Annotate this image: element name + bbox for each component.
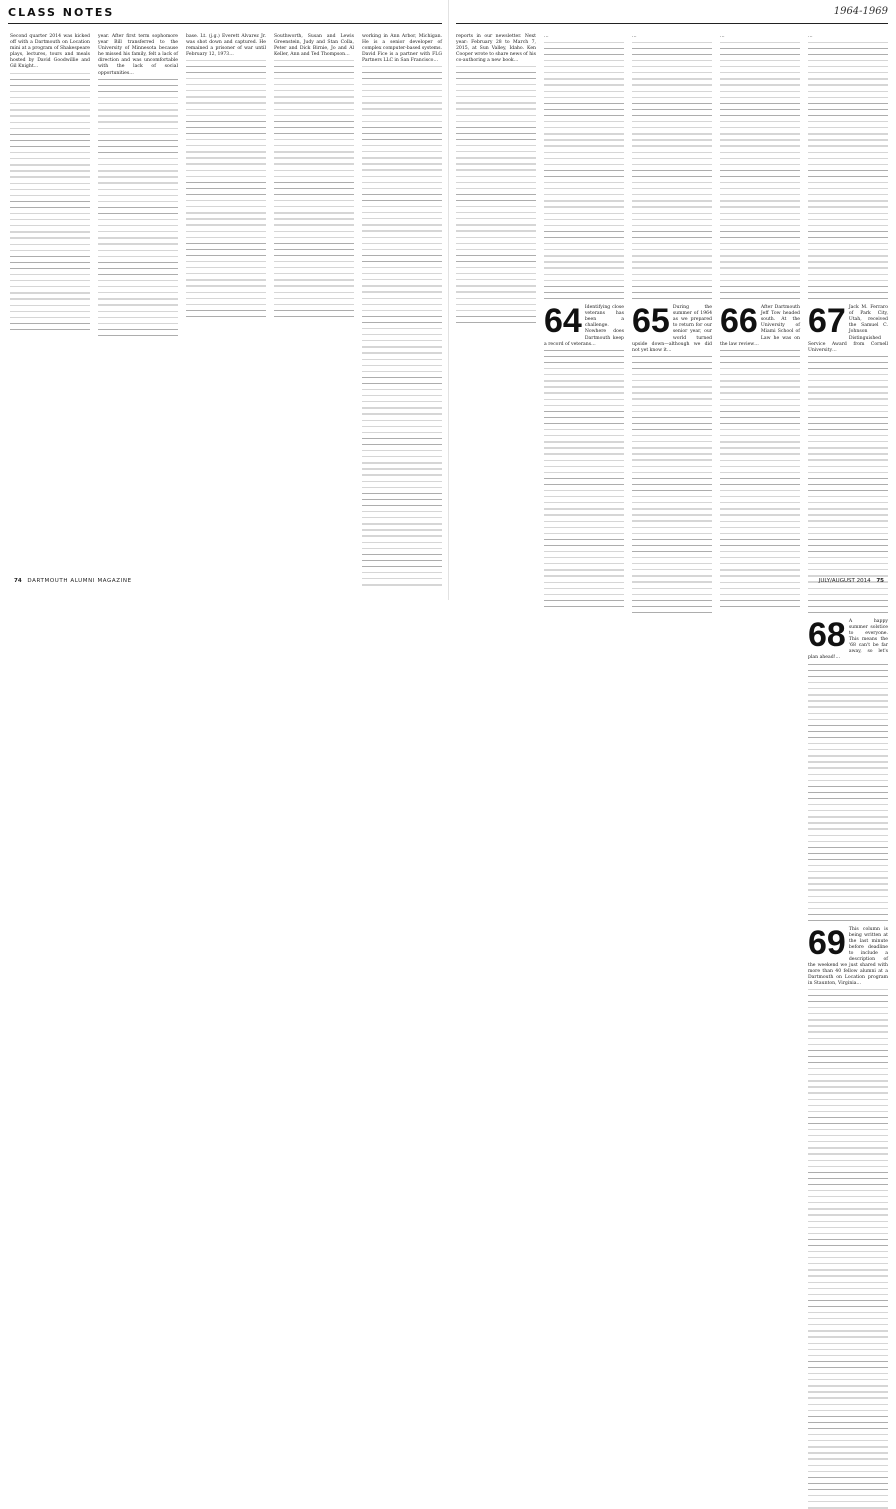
running-header-left [8, 2, 442, 24]
class-number-67: 67 [808, 306, 846, 336]
footer-left [10, 578, 430, 590]
class-intro: Identifying close veterans has been a challenge. Nowhere does Dartmouth keep a record of veterans… [544, 305, 624, 610]
column-paragraph: … [632, 34, 712, 302]
magazine-spread [0, 0, 896, 600]
text-column-5 [362, 34, 442, 574]
text-column-3 [186, 34, 266, 574]
column-paragraph: … [544, 34, 624, 302]
class-number-69: 69 [808, 928, 846, 958]
header-rule-right [456, 23, 888, 24]
running-header-right [456, 2, 888, 24]
text-column-1 [10, 34, 90, 574]
header-rule-left [8, 23, 442, 24]
column-paragraph: … [808, 34, 888, 302]
class-intro: After Dartmouth Jeff Tow headed south. At the University of Miami School of Law he was on the law review… [720, 305, 800, 610]
text-column-2 [98, 34, 178, 574]
magazine-name: DARTMOUTH ALUMNI MAGAZINE [27, 578, 131, 584]
column-paragraph: base. Lt. (j.g.) Everett Alvarez Jr. was shot down and captured. He remained a prisoner of war until February 12, 1973… [186, 34, 266, 320]
column-paragraph: year. After first term sophomore year Bill transferred to the University of Minnesota because he missed his family, felt a lack of direction and was uncomfortable with the lack of social opportunities… [98, 34, 178, 339]
text-column-7 [544, 34, 624, 574]
class-intro: During the summer of 1964 as we prepared to return for our senior year, our world turned upside down—although we did not yet know it… [632, 305, 712, 616]
column-paragraph: Second quarter 2014 was kicked off with a Dartmouth on Location mini at a program of Shakespeare plays, lectures, tours and meals hosted by David Goodwillie and Gil Knight… [10, 34, 90, 333]
class-number-65: 65 [632, 306, 670, 336]
page-number-left: 74 [14, 578, 22, 584]
class-number-64: 64 [544, 306, 582, 336]
footer-right [456, 578, 888, 590]
class-intro: Jack M. Ferraro of Park City, Utah, received the Samuel C. Johnson Distinguished Service Award from Cornell University… [808, 305, 888, 616]
column-paragraph: working in Ann Arbor, Michigan. He is a senior developer of complex computer-based systems. David Fice is a partner with FLG Partners LLC in San Francisco… [362, 34, 442, 586]
class-intro: A happy summer solstice to everyone. This means the '68 can't be far away, so let's plan ahead!… [808, 619, 888, 924]
class-number-68: 68 [808, 620, 846, 650]
text-column-6 [456, 34, 536, 574]
text-column-10 [808, 34, 888, 574]
issue-date: JULY/AUGUST 2014 [819, 578, 871, 584]
page-gutter [448, 0, 449, 600]
class-intro: This column is being written at the last minute before deadline to include a description of the weekend we just shared with more than 40 fellow alumni at a Dartmouth on Location program in Staunton, Virginia… [808, 927, 888, 1509]
class-number-66: 66 [720, 306, 758, 336]
column-paragraph: reports in our newsletter. Next year: February 28 to March 7, 2015, at Sun Valley, Idaho. Ken Cooper wrote to share news of his co-authoring a new book… [456, 34, 536, 326]
text-column-4 [274, 34, 354, 574]
page-number-right: 75 [876, 578, 884, 584]
section-title: CLASS NOTES [8, 6, 114, 19]
class-year-range: 1964-1969 [834, 6, 888, 17]
text-column-9 [720, 34, 800, 574]
text-column-8 [632, 34, 712, 574]
column-paragraph: Southworth, Susan and Lewis Greenstein, Judy and Stan Colla, Peter and Dick Birnie, Jo and Al Keller, Ann and Ted Thompson… [274, 34, 354, 320]
column-paragraph: … [720, 34, 800, 302]
